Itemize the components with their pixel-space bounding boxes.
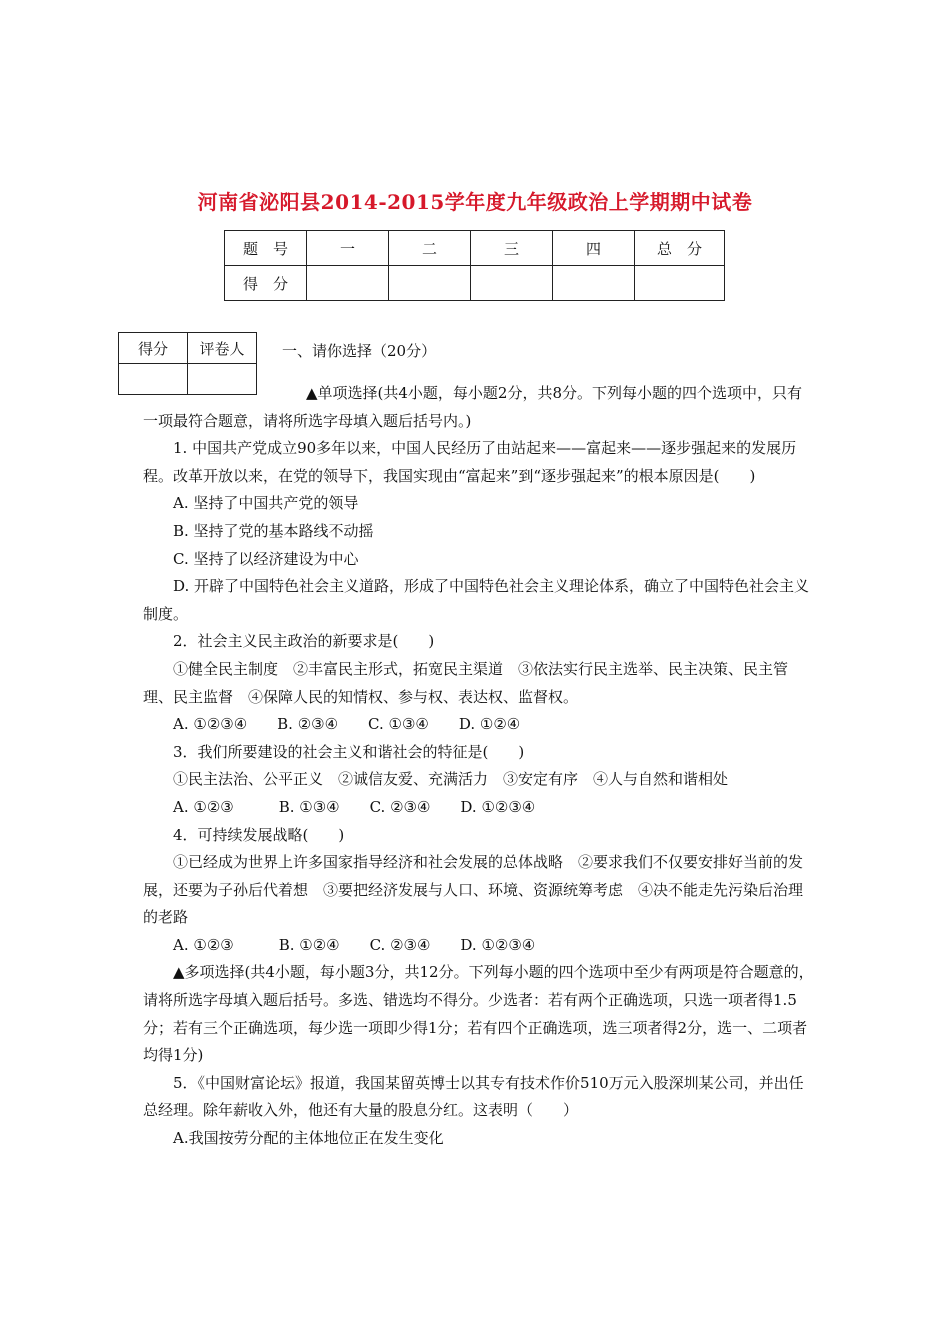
question-1-option-a: A. 坚持了中国共产党的领导	[173, 494, 359, 513]
score-header-cell: 总 分	[635, 231, 725, 266]
question-5-stem: 5．《中国财富论坛》报道，我国某留英博士以其专有技术作价510万元入股深圳某公司，并出任总经理。除年薪收入外，他还有大量的股息分红。这表明（ ）	[143, 1073, 804, 1120]
score-header-cell: 三	[471, 231, 553, 266]
score-header-cell: 题 号	[225, 231, 307, 266]
single-choice-instruction: ▲单项选择(共4小题，每小题2分，共8分。下列每小题的四个选项中，只有一项最符合题意，请将所选字母填入题后括号内。)	[143, 384, 803, 430]
score-row-label: 得 分	[225, 266, 307, 301]
question-1-stem: 1. 中国共产党成立90多年以来，中国人民经历了由站起来——富起来——逐步强起来的发展历程。改革开放以来，在党的领导下，我国实现由“富起来”到“逐步强起来”的根本原因是( )	[143, 439, 797, 485]
section-one-title: 一、请你选择（20分）	[282, 342, 437, 360]
multi-choice-instruction: ▲多项选择(共4小题，每小题3分，共12分。下列每小题的四个选项中至少有两项是符合题意的，请将所选字母填入题后括号。多选、错选均不得分。少选者：若有两个正确选项，只选一项者得1.5分；若有三个正确选项，每少选一项即少得1分；若有四个正确选项，选三项者得2分，选一、二项者均得1分)	[143, 963, 814, 1065]
score-table	[224, 230, 725, 301]
question-3-stem: 3．我们所要建设的社会主义和谐社会的特征是( )	[173, 742, 525, 761]
score-cell[interactable]	[389, 266, 471, 301]
score-header-cell: 二	[389, 231, 471, 266]
question-3-options: A. ①②③ B. ①③④ C. ②③④ D. ①②③④	[173, 797, 536, 816]
question-2-items: ①健全民主制度 ②丰富民主形式，拓宽民主渠道 ③依法实行民主选举、民主决策、民主管理、民主监督 ④保障人民的知情权、参与权、表达权、监督权。	[143, 659, 789, 706]
score-cell[interactable]	[307, 266, 389, 301]
question-4-stem: 4．可持续发展战略( )	[173, 825, 345, 844]
score-cell[interactable]	[635, 266, 725, 301]
page-title: 河南省泌阳县2014-2015学年度九年级政治上学期期中试卷	[197, 190, 753, 214]
question-4-options: A. ①②③ B. ①②④ C. ②③④ D. ①②③④	[173, 935, 536, 954]
score-cell[interactable]	[553, 266, 635, 301]
exam-content	[143, 380, 815, 1153]
score-table-score-row	[225, 266, 725, 301]
question-1-option-c: C. 坚持了以经济建设为中心	[173, 549, 359, 568]
question-1-option-d: D. 开辟了中国特色社会主义道路，形成了中国特色社会主义理论体系，确立了中国特色社会主义制度。	[143, 577, 810, 623]
question-2-options: A. ①②③④ B. ②③④ C. ①③④ D. ①②④	[173, 715, 521, 734]
grader-header-score: 得分	[119, 333, 188, 364]
question-1-option-b: B. 坚持了党的基本路线不动摇	[173, 521, 374, 540]
score-table-header-row	[225, 231, 725, 266]
score-header-cell: 四	[553, 231, 635, 266]
question-5-option-a: A.我国按劳分配的主体地位正在发生变化	[173, 1129, 444, 1148]
question-4-items: ①已经成为世界上许多国家指导经济和社会发展的总体战略 ②要求我们不仅要安排好当前的发展，还要为子孙后代着想 ③要把经济发展与人口、环境、资源统筹考虑 ④决不能走先污染后治理的老路	[143, 853, 804, 927]
question-2-stem: 2．社会主义民主政治的新要求是( )	[173, 632, 435, 651]
question-3-items: ①民主法治、公平正义 ②诚信友爱、充满活力 ③安定有序 ④人与自然和谐相处	[173, 770, 729, 789]
score-cell[interactable]	[471, 266, 553, 301]
grader-header-reviewer: 评卷人	[188, 333, 257, 364]
score-header-cell: 一	[307, 231, 389, 266]
